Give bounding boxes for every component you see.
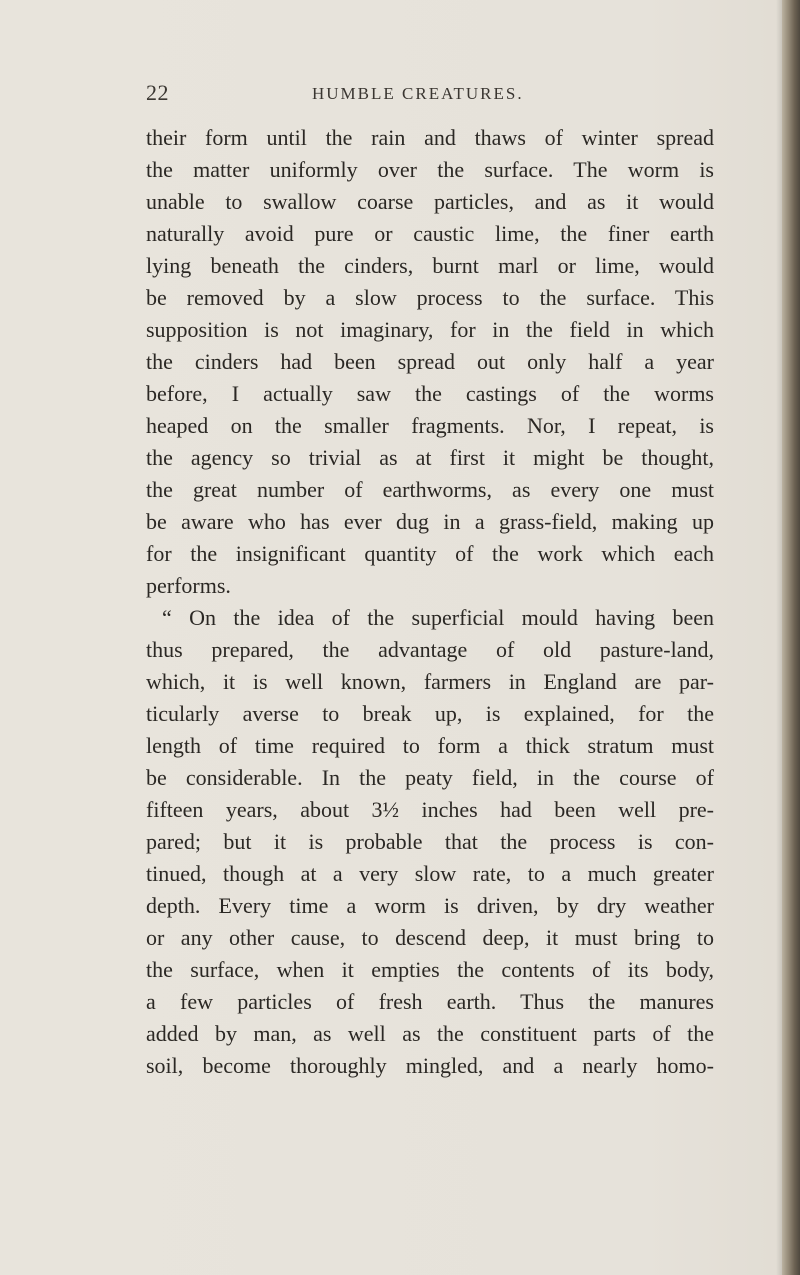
page-binding-edge xyxy=(782,0,800,1275)
text-line: the cinders had been spread out only half a year xyxy=(146,349,714,374)
text-line: added by man, as well as the constituent parts of the xyxy=(146,1021,714,1046)
text-line: fifteen years, about 3½ inches had been well pre- xyxy=(146,797,714,822)
text-line: unable to swallow coarse particles, and as it would xyxy=(146,189,714,214)
text-line: the agency so trivial as at first it might be thought, xyxy=(146,445,714,470)
text-line: heaped on the smaller fragments. Nor, I repeat, is xyxy=(146,413,714,438)
text-line: naturally avoid pure or caustic lime, the finer earth xyxy=(146,221,714,246)
page-number: 22 xyxy=(146,80,169,105)
text-line: thus prepared, the advantage of old pasture-land, xyxy=(146,637,714,662)
text-line: supposition is not imaginary, for in the field in which xyxy=(146,317,714,342)
text-line: length of time required to form a thick stratum must xyxy=(146,733,714,758)
body-text xyxy=(146,122,714,1082)
text-line: lying beneath the cinders, burnt marl or lime, would xyxy=(146,253,714,278)
running-title: HUMBLE CREATURES. xyxy=(312,84,524,103)
text-line: performs. xyxy=(146,573,231,598)
text-line: the great number of earthworms, as every one must xyxy=(146,477,714,502)
text-line: tinued, though at a very slow rate, to a much greater xyxy=(146,861,714,886)
text-line: their form until the rain and thaws of winter spread xyxy=(146,125,714,150)
text-line: or any other cause, to descend deep, it must bring to xyxy=(146,925,714,950)
text-line: a few particles of fresh earth. Thus the manures xyxy=(146,989,714,1014)
text-line: the surface, when it empties the contents of its body, xyxy=(146,957,714,982)
text-line: “ On the idea of the superficial mould having been xyxy=(162,605,714,630)
text-line: depth. Every time a worm is driven, by dry weather xyxy=(146,893,714,918)
text-line: before, I actually saw the castings of the worms xyxy=(146,381,714,406)
text-line: be aware who has ever dug in a grass-field, making up xyxy=(146,509,714,534)
text-line: pared; but it is probable that the process is con- xyxy=(146,829,714,854)
text-line: soil, become thoroughly mingled, and a nearly homo- xyxy=(146,1053,714,1078)
text-line: which, it is well known, farmers in England are par- xyxy=(146,669,714,694)
text-line: be considerable. In the peaty field, in the course of xyxy=(146,765,714,790)
text-line: for the insignificant quantity of the work which each xyxy=(146,541,714,566)
text-line: be removed by a slow process to the surface. This xyxy=(146,285,714,310)
page-header xyxy=(146,80,706,108)
text-line: the matter uniformly over the surface. The worm is xyxy=(146,157,714,182)
text-line: ticularly averse to break up, is explained, for the xyxy=(146,701,714,726)
